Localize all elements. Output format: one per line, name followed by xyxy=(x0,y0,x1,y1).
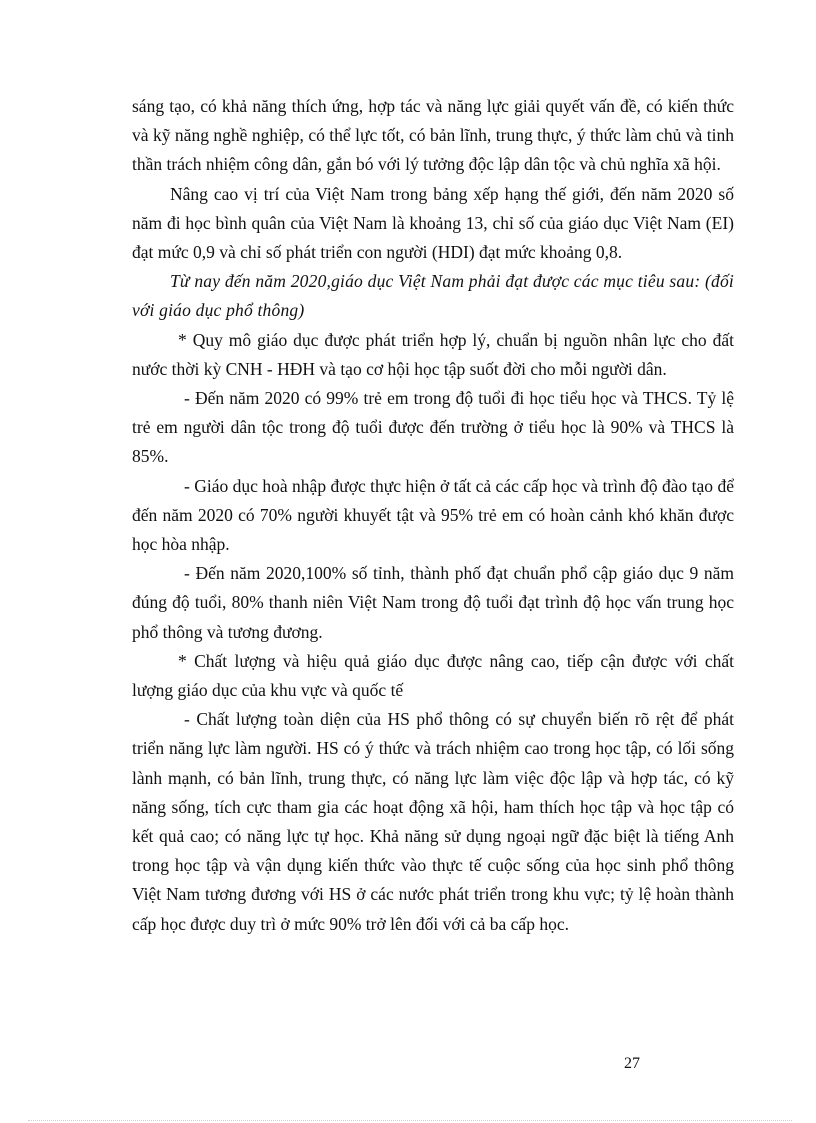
paragraph-continuation: sáng tạo, có khả năng thích ứng, hợp tác và năng lực giải quyết vấn đề, có kiến thức và kỹ năng nghề nghiệp, có thể lực tốt, có bản lĩnh, trung thực, ý thức làm chủ và tinh thần trách nhiệm công dân, gắn bó với lý tưởng độc lập dân tộc và chủ nghĩa xã hội. xyxy=(132,96,734,175)
paragraph-inclusive-education: - Giáo dục hoà nhập được thực hiện ở tất cả các cấp học và trình độ đào tạo để đến năm 2020 có 70% người khuyết tật và 95% trẻ em có hoàn cảnh khó khăn được học hòa nhập. xyxy=(132,475,734,555)
paragraph-quality-goal: * Chất lượng và hiệu quả giáo dục được nâng cao, tiếp cận được với chất lượng giáo dục của khu vực và quốc tế xyxy=(132,650,734,701)
page-number: 27 xyxy=(624,1055,640,1072)
paragraph-enrollment-2020: - Đến năm 2020 có 99% trẻ em trong độ tuổi đi học tiểu học và THCS. Tỷ lệ trẻ em người dân tộc trong độ tuổi được đến trường ở tiểu học là 90% và THCS là 85%. xyxy=(132,388,734,467)
paragraph-goals-intro: Từ nay đến năm 2020,giáo dục Việt Nam phải đạt được các mục tiêu sau: (đối với giáo dục phổ thông) xyxy=(132,271,734,321)
paragraph-comprehensive-quality: - Chất lượng toàn diện của HS phổ thông có sự chuyển biến rõ rệt để phát triển năng lực làm người. HS có ý thức và trách nhiệm cao trong học tập, có lối sống lành mạnh, có bản lĩnh, trung thực, có năng lực làm việc độc lập và hợp tác, có kỹ năng sống, tích cực tham gia các hoạt động xã hội, ham thích học tập và học tập có kết quả cao; có năng lực tự học. Khả năng sử dụng ngoại ngữ đặc biệt là tiếng Anh trong học tập và vận dụng kiến thức vào thực tế cuộc sống của học sinh phổ thông Việt Nam tương đương với HS ở các nước phát triển trong khu vực; tỷ lệ hoàn thành cấp học được duy trì ở mức 90% trở lên đối với cả ba cấp học. xyxy=(132,709,734,934)
page-border-divider xyxy=(28,1120,792,1121)
paragraph-universal-education: - Đến năm 2020,100% số tỉnh, thành phố đạt chuẩn phổ cập giáo dục 9 năm đúng độ tuổi, 80% thanh niên Việt Nam trong độ tuổi đạt trình độ học vấn trung học phổ thông và tương đương. xyxy=(132,563,734,642)
paragraph-vietnam-ranking: Nâng cao vị trí của Việt Nam trong bảng xếp hạng thế giới, đến năm 2020 số năm đi học bình quân của Việt Nam là khoảng 13, chỉ số của giáo dục Việt Nam (EI) đạt mức 0,9 và chỉ số phát triển con người (HDI) đạt mức khoảng 0,8. xyxy=(132,183,734,263)
body-text xyxy=(132,92,734,939)
paragraph-scale-goal: * Quy mô giáo dục được phát triển hợp lý, chuẩn bị nguồn nhân lực cho đất nước thời kỳ CNH - HĐH và tạo cơ hội học tập suốt đời cho mỗi người dân. xyxy=(132,329,734,379)
